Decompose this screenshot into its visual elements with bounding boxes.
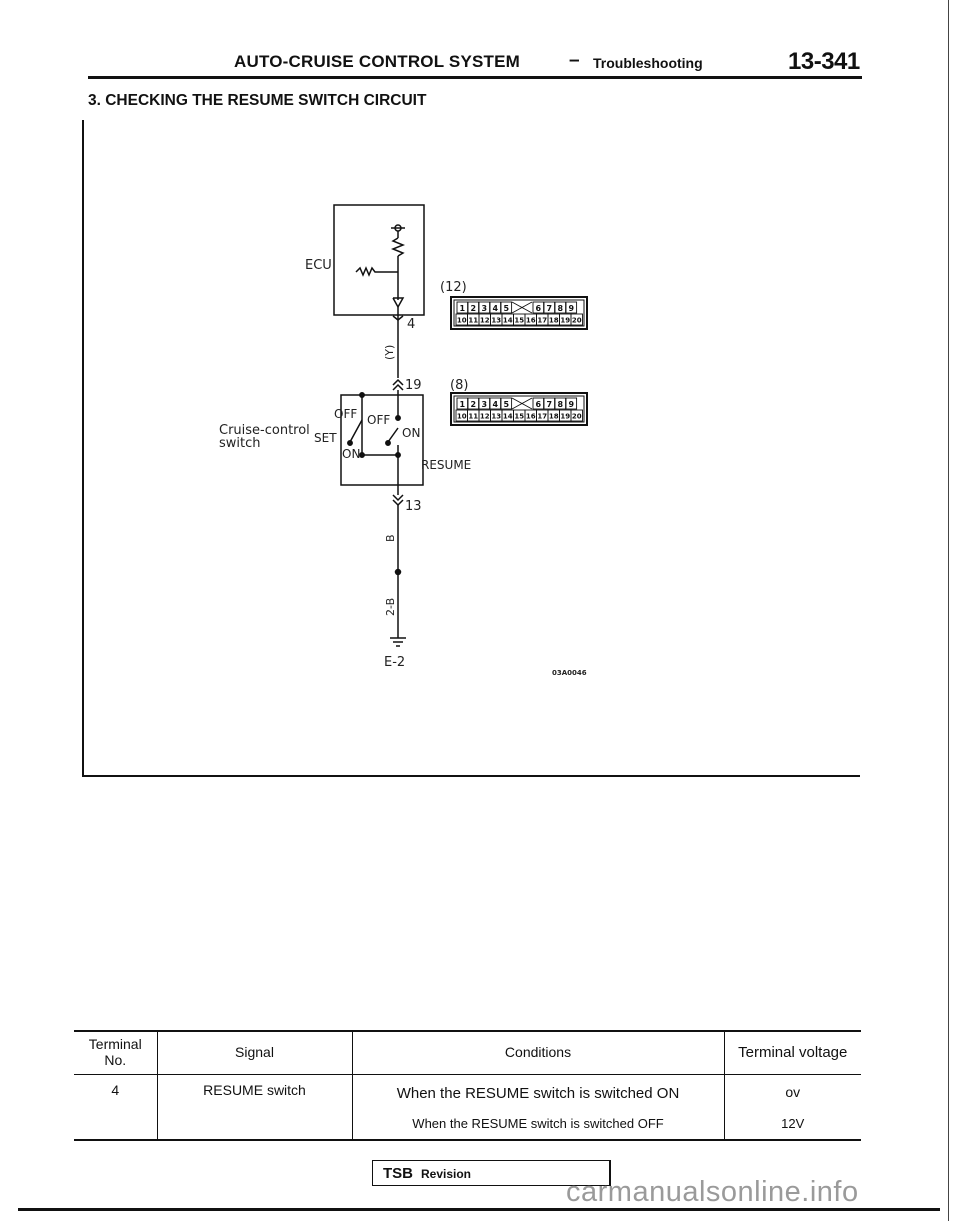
connector-pin-label: 16 <box>525 316 536 325</box>
connector-pin-label: 19 <box>560 412 571 421</box>
connector-pin-label: 12 <box>479 316 490 325</box>
cell-condition: When the RESUME switch is switched ON <box>352 1075 724 1109</box>
connector-pin-label: 10 <box>456 412 467 421</box>
connector-8 <box>451 393 587 425</box>
cell-signal: RESUME switch <box>157 1075 352 1109</box>
connector-pin-label: 7 <box>546 400 553 409</box>
table-bottom-rule <box>74 1139 861 1141</box>
connector-pin-label: 6 <box>535 304 542 313</box>
connector-8-label: (8) <box>450 378 469 393</box>
header-conditions: Conditions <box>352 1030 724 1075</box>
wire-b-label: B <box>384 534 397 542</box>
connector-12-label: (12) <box>440 280 467 295</box>
set-switch-lever <box>350 420 362 442</box>
connector-pin-label: 5 <box>503 400 510 409</box>
connector-pin-label: 14 <box>502 316 513 325</box>
connector-pin-label: 11 <box>468 412 479 421</box>
cell-voltage: ov <box>724 1075 861 1109</box>
wire-y-label: (Y) <box>383 344 396 360</box>
ground-label: E-2 <box>384 655 406 670</box>
ecu-resistor-vertical <box>393 238 403 256</box>
connector-pin-label: 2 <box>470 304 477 313</box>
connector-pin-label: 15 <box>514 412 525 421</box>
page-number: 13-341 <box>788 48 860 75</box>
connector-pin-label: 20 <box>571 412 582 421</box>
header-subtitle: Troubleshooting <box>593 55 703 71</box>
connector-pin-label: 13 <box>491 412 502 421</box>
cell-signal <box>157 1109 352 1139</box>
connector-pin-label: 11 <box>468 316 479 325</box>
cell-condition: When the RESUME switch is switched OFF <box>352 1109 724 1139</box>
cell-voltage: 12V <box>724 1109 861 1139</box>
cell-terminal <box>74 1109 157 1139</box>
connector-pin-label: 2 <box>470 400 477 409</box>
tsb-label: TSB <box>383 1165 413 1182</box>
ecu-resistor-horizontal <box>356 268 398 275</box>
connector-pin-label: 19 <box>560 316 571 325</box>
connector-pin-label: 9 <box>568 304 575 313</box>
header-terminal: Terminal No. <box>74 1030 157 1075</box>
off-right-label: OFF <box>367 413 391 427</box>
terminal-4-label: 4 <box>407 317 416 332</box>
splice-point <box>396 570 401 575</box>
connector-pin-label: 1 <box>459 304 466 313</box>
connector-pin-label: 18 <box>548 412 559 421</box>
header-dash: – <box>569 50 580 71</box>
switch-label-line1: Cruise-control <box>219 423 310 438</box>
connector-pin-label: 16 <box>525 412 536 421</box>
set-label: SET <box>314 431 337 445</box>
terminal-13-label: 13 <box>405 499 422 514</box>
header-title: AUTO-CRUISE CONTROL SYSTEM <box>234 52 521 71</box>
connector-pin-label: 20 <box>571 316 582 325</box>
signal-table <box>74 1030 861 1139</box>
connector-pin-label: 12 <box>479 412 490 421</box>
header-voltage: Terminal voltage <box>724 1030 861 1075</box>
connector-pin-label: 4 <box>492 304 499 313</box>
on-left-label: ON <box>342 447 361 461</box>
connector-pin-label: 9 <box>568 400 575 409</box>
figure-code: 03A0046 <box>552 669 587 677</box>
connector-pin-label: 5 <box>503 304 510 313</box>
connector-pin-label: 3 <box>481 304 488 313</box>
resume-switch-lever <box>388 428 398 442</box>
terminal-19-label: 19 <box>405 378 422 393</box>
connector-pin-label: 17 <box>537 316 548 325</box>
resume-label: RESUME <box>421 458 472 472</box>
connector-13-mark <box>393 495 403 500</box>
connector-pin-label: 6 <box>535 400 542 409</box>
connector-pin-label: 18 <box>548 316 559 325</box>
ecu-label: ECU <box>305 258 332 273</box>
switch-node <box>360 393 364 397</box>
table-row <box>74 1109 861 1139</box>
connector-pin-label: 14 <box>502 412 513 421</box>
switch-label-line2: switch <box>219 436 261 451</box>
connector-pin-label: 7 <box>546 304 553 313</box>
connector-pin-label: 10 <box>456 316 467 325</box>
header-signal: Signal <box>157 1030 352 1075</box>
connector-pin-label: 17 <box>537 412 548 421</box>
section-title: 3. CHECKING THE RESUME SWITCH CIRCUIT <box>88 92 427 109</box>
cell-terminal: 4 <box>111 1082 120 1098</box>
connector-pin-label: 15 <box>514 316 525 325</box>
connector-pin-label: 3 <box>481 400 488 409</box>
ecu-box <box>334 205 424 315</box>
table-row <box>74 1075 861 1109</box>
watermark: carmanualsonline.info <box>566 1176 859 1208</box>
connector-12 <box>451 297 587 329</box>
connector-pin-label: 1 <box>459 400 466 409</box>
connector-pin-label: 8 <box>557 304 564 313</box>
connector-pin-label: 8 <box>557 400 564 409</box>
wire-2b-label: 2-B <box>384 597 397 616</box>
connector-pin-label: 13 <box>491 316 502 325</box>
connector-pin-label: 4 <box>492 400 499 409</box>
revision-label: Revision <box>421 1167 472 1181</box>
off-left-label: OFF <box>334 407 358 421</box>
table-header-row <box>74 1030 861 1075</box>
on-right-label: ON <box>402 426 421 440</box>
